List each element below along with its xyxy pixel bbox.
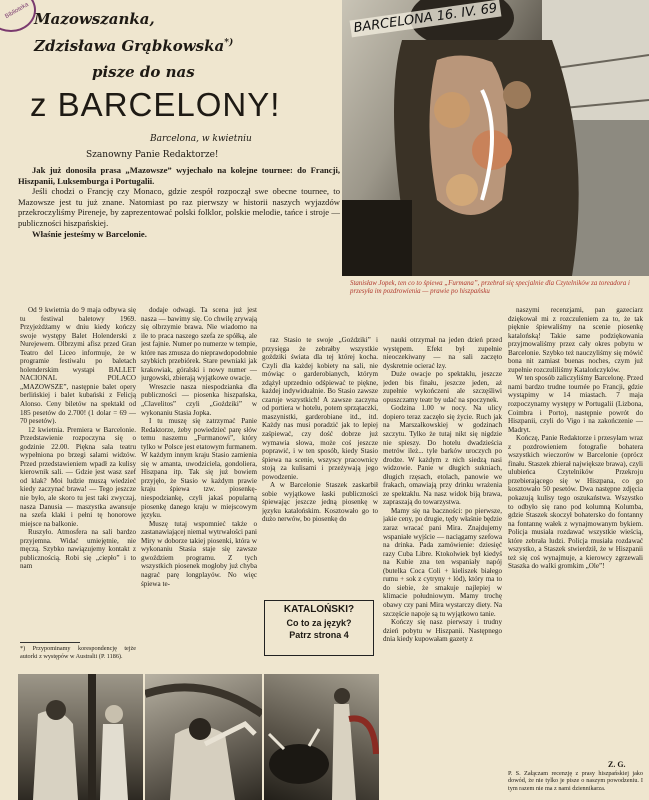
column-1 xyxy=(20,306,136,640)
header-pisze: pisze do nas xyxy=(92,63,195,81)
bull-photo xyxy=(264,674,379,800)
bottom-photo-2 xyxy=(145,674,262,800)
headline: z BARCELONY! xyxy=(30,86,281,123)
column-4-paragraph: Kończy się nasz pierwszy i trudny dzień pobytu w Hiszpanii. Następnego dnia kiedy kupowałam gazety z xyxy=(383,618,502,644)
column-4-paragraph: nauki otrzymał na jeden dzień przed występem. Efekt był zupełnie nieoczekiwany — na sali zaczęto dyskretnie ocierać łzy. xyxy=(383,336,502,370)
column-3-paragraph: A w Barcelonie Staszek zaskarbił sobie wyjątkowe łaski publiczności śpiewając jeszcze jedną piosenkę w języku katalońskim. Kosztowało go to dużo nerwów, bo piosenkę do xyxy=(262,481,378,524)
footnote-marker: *) xyxy=(224,38,234,48)
column-3-paragraph: raz Stasio te swoje „Goździki” i przysięga że zebrałby wszystkie goździki świata dla tej której kocha. Czyli dla każdej kobiety na sali, nie mówiąc o garderobianych, którym zdążył uprzednio odśpiewać te piękne, każdej indywidualnie. Bo Stasio zawsze czaruje wszystkich! A zawsze zaczyna od portiera w hotelu, potem sprzątaczki, maszynistki, garderobiane itd., itd. Każdy nas musi poradzić jak to lepiej zaśpiewać, czy dość dobrze już wymawia słowa, może coś jeszcze poprawić, i w ten sposób, kiedy Stasio śpiewa na scenie, wszyscy pracownicy stoją za kulisami i przeżywają jego powodzenie. xyxy=(262,336,378,481)
street-scene-photo xyxy=(18,674,143,800)
dateline: Barcelona, w kwietniu xyxy=(150,134,252,144)
header-line1: Mazowszanka, xyxy=(34,10,155,28)
header-line2 xyxy=(34,37,233,55)
costume-photo xyxy=(145,674,262,800)
column-5-paragraph: W ten sposób zaliczyliśmy Barcelonę. Przed nami bardzo trudne tournée po Francji, gdzie wystąpimy w 14 miastach. 7 maja rozpoczynamy występy w Portugalii (Lizbona, Coimbra i Porto), następnie powrót do Hiszpanii, czyli do Vigo i na zakończenie — Madryt. xyxy=(508,374,643,434)
postscript: P. S. Załączam recenzję z prasy hiszpańskiej jako dowód, że nie tylko je pisze o naszym powodzeniu. I tym razem nie ma z nami dziennikarza. xyxy=(508,770,643,792)
salutation: Szanowny Panie Redaktorze! xyxy=(86,150,219,160)
photo-inscription: BARCELONA 16. IV. 69 xyxy=(350,0,502,37)
column-2-paragraph: Wreszcie nasza niespodzianka dla publiczności — piosenka hiszpańska, „Clavelitos” czyli „Goździki” w wykonaniu Stasia Jopka. xyxy=(141,382,257,417)
column-3 xyxy=(262,336,378,592)
column-1-paragraph: 12 kwietnia. Premiera w Barcelonie. Przedstawienie rozpoczyna się o godzinie 22.00. Piękna sala teatru wypełniona po brzegi salami widzów. Przed przedstawieniem wpadł za kulisy kierownik sali. — Gdzie jest wasz szef od klak? Moi ludzie muszą wiedzieć kiedy zaczynać brawa! — Tego jeszcze nie było, ale skoro tu jest taki zwyczaj, nasza Danusia — maszystka awansuje na szefa klaki i pełni tę honorowe miejsce na balkonie. xyxy=(20,425,136,528)
column-5 xyxy=(508,306,643,758)
box-line3: Patrz strona 4 xyxy=(289,630,349,640)
katalonski-box xyxy=(264,600,374,656)
column-2-paragraph: Muszę tutaj wspomnieć także o zastanawiającej niemal wytrwałości pani Miry w doborze takiej piosenki, która w wykonaniu Stasia staje się zawsze gwoździem programu. Z tych wszystkich piosenek mogłoby już chyba nagrać parę longplayów. No więc śpiewa te- xyxy=(141,519,257,588)
footnote: *) Przypominamy korespondencję tejże autorki z występów w Australii (P. 1186). xyxy=(20,645,136,660)
photo-caption: Stanisław Jopek, ten co to śpiewa „Furmana”, przebrał się specjalnie dla Czytelników za toreadora i przesyła im pozdrowienia — prawie po hiszpańsku xyxy=(350,280,630,296)
bottom-photo-3 xyxy=(264,674,379,800)
toreador-photo xyxy=(342,0,649,276)
signature: Z. G. xyxy=(608,760,626,769)
author-name: Zdzisława Grąbkowska xyxy=(34,37,225,55)
bottom-photo-1 xyxy=(18,674,143,800)
lead-bold-line: Właśnie jesteśmy w Barcelonie. xyxy=(32,228,147,239)
column-2-paragraph: dodaje odwagi. Ta scena już jest nasza — bawimy się. Co chwilę zrywają się olbrzymie brawa. Nie wiadomo na ile to praca naszego szefa ze spółką, ale jest fajnie. Numer po numerze w tempie, które nas zmusza do nieprawdopodobnie szybkich przebiórek. Stare pewniaki jak krakowiak, góralski i nowy numer — jurgowski, zbierają wyjątkowe owacje. xyxy=(141,306,257,383)
box-line2: Co to za język? xyxy=(286,618,352,628)
column-5-paragraph: Kończę, Panie Redaktorze i przesyłam wraz z pozdrowieniem fotografie bohatera wszystkich wieczorów w Barcelonie (oprócz finału. Staszek zbierał największe brawa), czyli ulubieńca Czytelników Przekroju przebierającego się w Hiszpana, co go kosztowało 50 pesetów. Dwa następne zdjęcia pokazują kulisy tego oszukaństwa. Wszystko to odbyło się rano pod kolumną Kolumba, gdzie Staszek skoczył bohatersko do fontanny na fontannę wałek z wynajmowanym bykiem. Policja musiała rozdawać wszystkie wieścią, które zebrała ludzi. Policja musiała rozdawać wszystko, a Staszek stwierdził, że w Hiszpanii też się coś wynajmuje, a kierowcy zgrzewali Staszka do walki gromkim „Ole”! xyxy=(508,434,643,571)
column-2-paragraph: I tu muszę się zatrzymać Panie Redaktorze, żeby powiedzieć parę słów temu naszemu „Furmanowi”, który tylko w Polsce jest etatowym furmanem. W każdym innym kraju Stasio zamienia się w amanta, uwodziciela, gondoliera, Hiszpana itp. Tak się już bowiem przyjęło, że Stasio w każdym prawie kraju śpiewa tzw. piosenkę-niespodziankę, czyli jakaś popularną piosenkę danego kraju w miejscowym języku. xyxy=(141,417,257,520)
column-1-paragraph: Ruszyło. Atmosfera na sali bardzo przyjemna. Widać umiejętnie, nie męczą. Szybko nawiązujemy kontakt z publicznością. Robi się „ciepło” i to nam xyxy=(20,528,136,571)
column-5-paragraph: naszymi recenzjami, pan gazeciarz dziękował mi z rozczuleniem za to, że tak pięknie śpiewaliśmy na scenie piosenkę katalońską! Takie same podziękowania przyjmowaliśmy przez cały okres pobytu w Barcelonie. Szybko też nauczyliśmy się mówić bona nit zamiast buenas noches, czym już zupełnie rozczuliliśmy Katalończyków. xyxy=(508,306,643,374)
footnote-rule xyxy=(20,642,80,643)
library-stamp xyxy=(0,0,36,32)
column-4-paragraph: Mamy się na baczności: po pierwsze, jakie ceny, po drugie, tędy właśnie będzie zaraz wracać pani Mira. Znajdujemy wspaniałe wyjście — naciągamy szefowa na drinka. Pada zamówienie: dziesięć razy Cuba Libre. Ktokolwiek był kiedyś na Kubie zna ten wspaniały napój (butelka Coca Coli + kieliszek białego rumu + sok z cytryny + lód), który ma to do siebie, że smakuje najlepiej w klimacie południowym. Mamy trochę obawy czy pani Mira wystarczy diety. Na szczęście napoje są tu wyjątkowo tanie. xyxy=(383,506,502,618)
column-4-paragraph: Duże owacje po spektaklu, jeszcze jeden bis finału, jeszcze jeden, aż zupełnie wykończeni ale szczęśliwi opuszczamy teatr by udać na spoczynek. xyxy=(383,370,502,404)
column-1-paragraph: Od 9 kwietnia do 9 maja odbywa się tu festiwal baletowy 1969. Przyjeżdżamy w dniu kiedy kończy swoje występy Balet Holenderski z Nurejewem. Olbrzymi afisz przed Gran Teatro del Liceo informuje, że w programie festiwalu po baletach holenderskim wystąpi BALLET NACIONAL POLACO „MAZOWSZE”, następnie balet opery berlińskiej i balet kubański z Felicją Alonso. Ceny biletów na spektakl od 185 pesetów do 2.700! (1 dolar = 69 — 70 pesetów). xyxy=(20,306,136,426)
lead-paragraph: Jeśli chodzi o Francję czy Monaco, gdzie zespół rozpoczął swe obecne tournee, to Mazowsze jest tu już znane. Natomiast po raz pierwszy w historii naszych wyjazdów przekroczyliśmy Pireneje, by zaprezentować polski folklor, polskie melodie, tańce i stroje — publiczności hiszpańskiej. xyxy=(18,186,340,228)
stamp-text: Biblioteka xyxy=(4,1,30,21)
lead-text xyxy=(18,165,340,239)
column-2 xyxy=(141,306,257,670)
column-4-paragraph: Godzina 1.00 w nocy. Na ulicy dopiero teraz zaczęło się życie. Ruch jak na Marszałkowskiej w godzinach szczytu. Tylko że tutaj nikt się nigdzie nie spieszy. Do hotelu dwadzieścia metrów ileż... tyle barków uroczych po drodze. W każdym z nich siedzą nasi widzowie. Panie w długich sukniach, długich rzęsach, etolach, panowie we frakach, omawiają przy drinku wrażenia ze spektaklu. Na nasz widok biją brawa, zapraszają do towarzystwa. xyxy=(383,404,502,507)
main-photo xyxy=(342,0,649,276)
lead-bold-intro: Jak już donosiła prasa „Mazowsze” wyjechało na kolejne tournee: do Francji, Hiszpanii, Luksemburga i Portugalii. xyxy=(18,165,340,186)
column-4 xyxy=(383,336,502,792)
box-line1: KATALOŃSKI? xyxy=(283,604,355,615)
